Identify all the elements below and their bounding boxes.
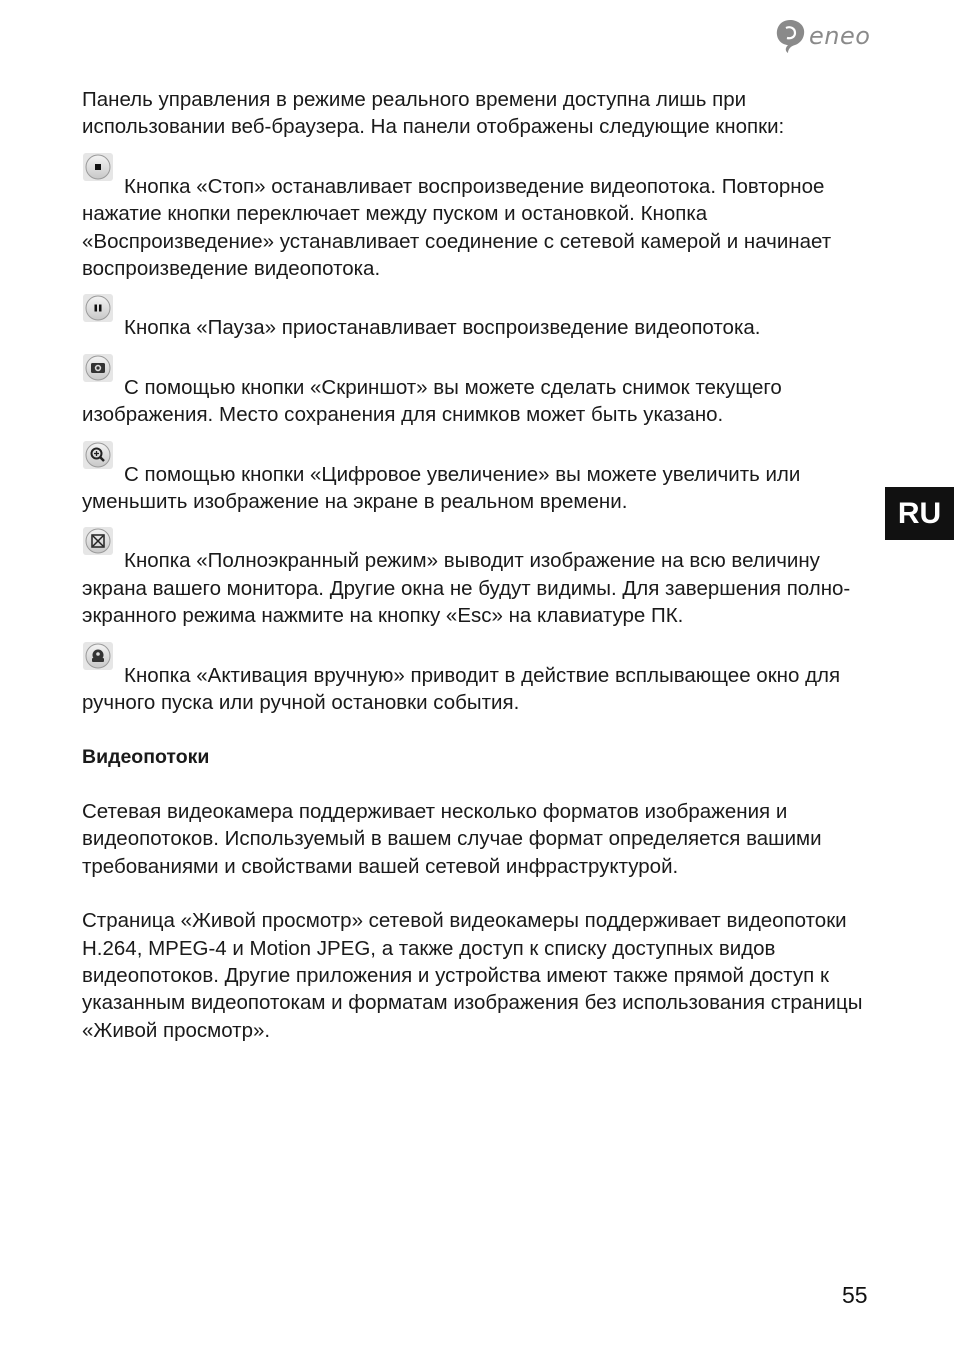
stop-button-description <box>82 168 882 283</box>
page-number: 55 <box>842 1282 868 1308</box>
eneo-logo <box>774 18 870 54</box>
manual-trigger-button-text: Кнопка «Активация вручную» приводит в действие всплывающее окно для ручного пуска или ручной остановки события. <box>82 663 841 715</box>
snapshot-icon <box>82 369 112 397</box>
fullscreen-button-text: Кнопка «Полноэкранный режим» выводит изображение на всю величину экрана вашего монитора. Другие окна не будут видимы. Для завершения полно-экранного режима нажмите на кнопку «Esc» на клавиатуре ПК. <box>82 549 851 628</box>
fullscreen-button-description <box>82 542 882 629</box>
digital-zoom-button-text: С помощью кнопки «Цифровое увеличение» вы можете увеличить или уменьшить изображение на экране в реальном времени. <box>82 462 801 514</box>
eneo-logo-icon <box>774 18 806 54</box>
digital-zoom-icon <box>82 456 112 484</box>
section-heading: Видеопотоки <box>82 745 210 768</box>
intro-paragraph: Панель управления в режиме реального времени доступна лишь при использовании веб-браузера. На панели отображены следующие кнопки: <box>82 88 785 139</box>
stop-button-text: Кнопка «Стоп» останавливает воспроизведение видеопотока. Повторное нажатие кнопки переключает между пуском и остановкой. Кнопка «Воспроизведение» устанавливает соединение с сетевой камерой и начинает воспроизведение видеопотока. <box>82 174 832 281</box>
language-tab: RU <box>885 487 954 540</box>
section-paragraph-1: Сетевая видеокамера поддерживает несколько форматов изображения и видеопотоков. Используемый в вашем случае формат определяется вашими требованиями и свойствами вашей сетевой инфраструктурой. <box>82 799 822 878</box>
snapshot-button-description <box>82 369 882 429</box>
pause-icon <box>82 309 112 337</box>
pause-button-text: Кнопка «Пауза» приостанавливает воспроизведение видеопотока. <box>124 316 761 340</box>
page-content <box>82 86 882 1044</box>
snapshot-button-text: С помощью кнопки «Скриншот» вы можете сделать снимок текущего изображения. Место сохранения для снимков может быть указано. <box>82 375 782 427</box>
manual-trigger-button-description <box>82 657 882 717</box>
stop-icon <box>82 168 112 196</box>
pause-button-description <box>82 309 882 341</box>
section-paragraph-2: Страница «Живой просмотр» сетевой видеокамеры поддерживает видеопотоки H.264, MPEG-4 и Motion JPEG, а также доступ к списку доступных видов видеопотоков. Другие приложения и устройства имеют также прямой доступ к указанным видеопотокам и форматам изображения без использования страницы «Живой просмотр». <box>82 909 863 1042</box>
digital-zoom-button-description <box>82 456 882 516</box>
manual-trigger-icon <box>82 657 112 685</box>
logo-wordmark: eneo <box>809 22 871 50</box>
fullscreen-icon <box>82 542 112 570</box>
